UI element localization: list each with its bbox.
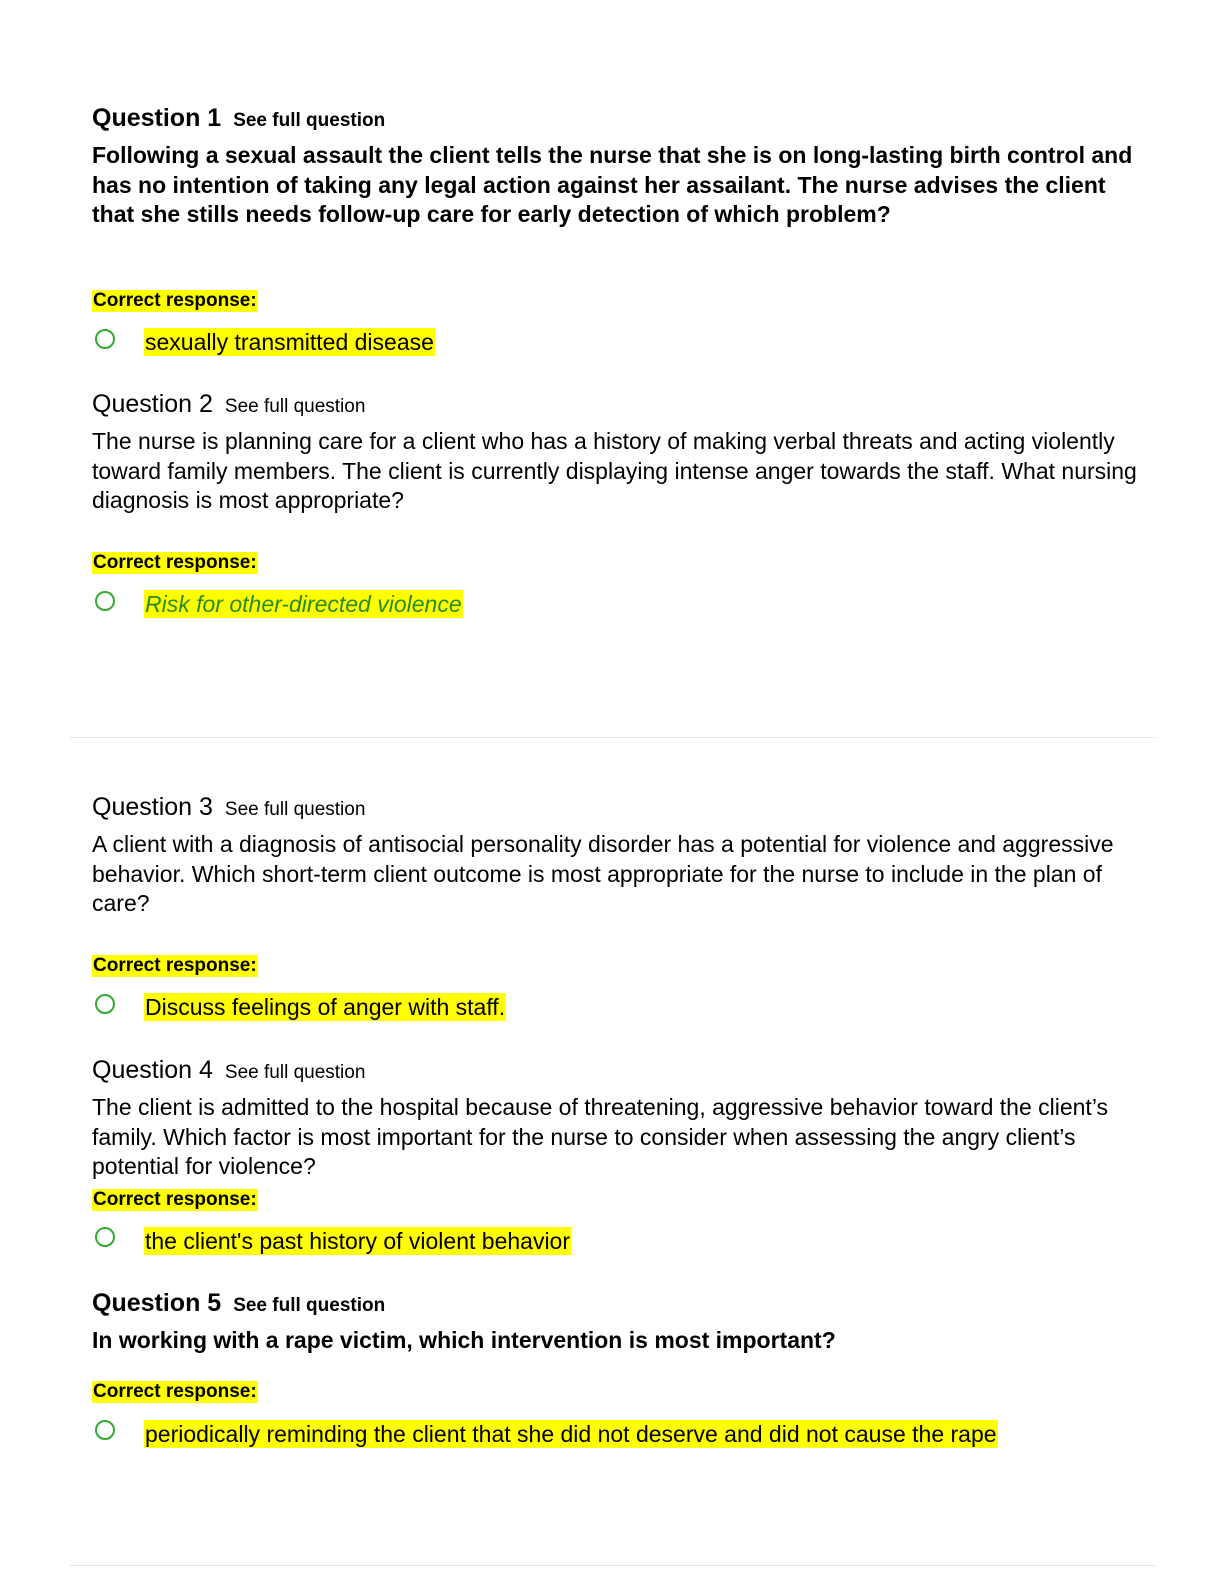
question-title: Question 3 bbox=[92, 793, 213, 821]
question-title: Question 1 bbox=[92, 104, 222, 132]
question-title: Question 4 bbox=[92, 1056, 213, 1084]
question-title: Question 2 bbox=[92, 390, 213, 418]
question-2 bbox=[92, 389, 1152, 516]
see-full-question-link[interactable]: See full question bbox=[233, 1295, 386, 1316]
correct-response-label: Correct response: bbox=[93, 955, 257, 976]
see-full-question-link[interactable]: See full question bbox=[224, 1062, 366, 1083]
correct-response-label: Correct response: bbox=[93, 1381, 257, 1402]
radio-button[interactable] bbox=[95, 591, 115, 611]
question-4 bbox=[92, 1055, 1152, 1182]
question-5 bbox=[92, 1288, 1152, 1356]
question-text: Following a sexual assault the client tells the nurse that she is on long-lasting birth control and has no intention of taking any legal action against her assailant. The nurse advises the client that she stills needs follow-up care for early detection of which problem? bbox=[92, 142, 1133, 228]
page-divider bbox=[70, 737, 1155, 738]
correct-response-label: Correct response: bbox=[93, 290, 257, 311]
page-divider bbox=[70, 1565, 1155, 1566]
question-text: A client with a diagnosis of antisocial personality disorder has a potential for violence and aggressive behavior. Which short-term client outcome is most appropriate for the nurse to include in the plan of care? bbox=[92, 831, 1114, 917]
answer-text: sexually transmitted disease bbox=[145, 329, 434, 355]
question-text: In working with a rape victim, which intervention is most important? bbox=[92, 1327, 836, 1353]
correct-response-label: Correct response: bbox=[93, 552, 257, 573]
radio-button[interactable] bbox=[95, 994, 115, 1014]
radio-button[interactable] bbox=[95, 1227, 115, 1247]
see-full-question-link[interactable]: See full question bbox=[224, 396, 366, 417]
radio-button[interactable] bbox=[95, 329, 115, 349]
question-3 bbox=[92, 792, 1152, 919]
see-full-question-link[interactable]: See full question bbox=[233, 110, 386, 131]
correct-response-label: Correct response: bbox=[93, 1189, 257, 1210]
answer-text: periodically reminding the client that she did not deserve and did not cause the rape bbox=[145, 1421, 997, 1447]
see-full-question-link[interactable]: See full question bbox=[224, 799, 366, 820]
question-text: The nurse is planning care for a client who has a history of making verbal threats and acting violently toward family members. The client is currently displaying intense anger towards the staff. What nursing diagnosis is most appropriate? bbox=[92, 428, 1137, 514]
radio-button[interactable] bbox=[95, 1420, 115, 1440]
question-title: Question 5 bbox=[92, 1289, 222, 1317]
question-text: The client is admitted to the hospital because of threatening, aggressive behavior toward the client’s family. Which factor is most important for the nurse to consider when assessing the angry client’s potential for violence? bbox=[92, 1094, 1109, 1180]
answer-text: Discuss feelings of anger with staff. bbox=[145, 994, 506, 1020]
answer-text: the client's past history of violent behavior bbox=[145, 1228, 571, 1254]
question-1 bbox=[92, 103, 1152, 230]
answer-text: Risk for other-directed violence bbox=[145, 591, 462, 617]
